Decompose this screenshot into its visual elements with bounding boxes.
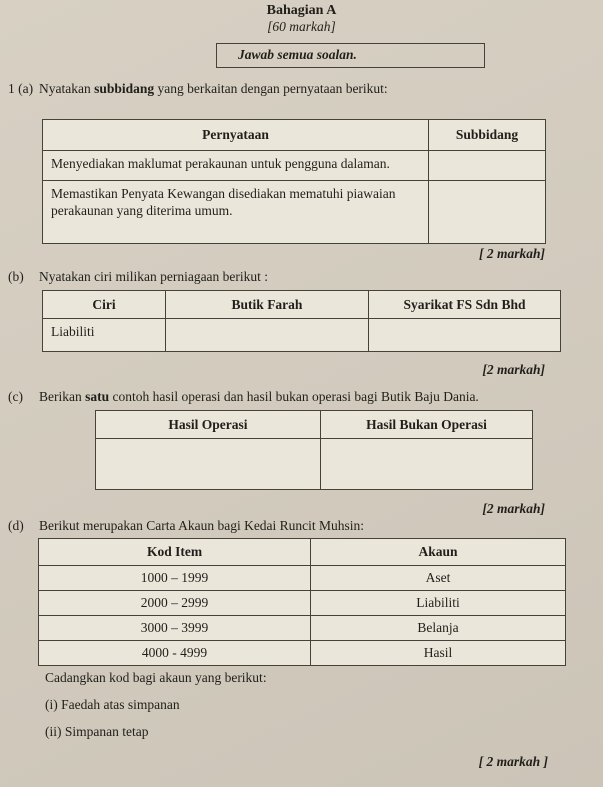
answer-cell (96, 439, 321, 490)
table-header-row (96, 411, 533, 439)
header-hasil-operasi: Hasil Operasi (96, 411, 321, 439)
question-1d-item-ii: (ii) Simpanan tetap (45, 724, 149, 739)
question-1d-text: Berikut merupakan Carta Akaun bagi Kedai Runcit Muhsin: (39, 518, 365, 533)
akaun-cell: Belanja (311, 616, 566, 641)
akaun-cell: Liabiliti (311, 591, 566, 616)
ciri-cell: Liabiliti (43, 319, 166, 352)
question-1a-text-post: yang berkaitan dengan pernyataan berikut: (154, 81, 388, 96)
marks-1b: [2 markah] (482, 362, 545, 377)
table-row (43, 151, 546, 181)
question-1c-text-pre: Berikan (39, 389, 86, 404)
akaun-cell: Aset (311, 566, 566, 591)
header-ciri: Ciri (43, 291, 166, 319)
ciri-milikan-table (42, 290, 561, 352)
marks-1c: [2 markah] (482, 501, 545, 516)
header-akaun: Akaun (311, 539, 566, 566)
question-1b-label: (b) (8, 269, 24, 284)
table-row (96, 439, 533, 490)
header-syarikat-fs: Syarikat FS Sdn Bhd (369, 291, 561, 319)
question-1a-text-pre: Nyatakan (39, 81, 95, 96)
subbidang-table (42, 119, 546, 244)
carta-akaun-table (38, 538, 566, 666)
table-row (39, 591, 566, 616)
answer-cell (166, 319, 369, 352)
table-row (43, 319, 561, 352)
header-pernyataan: Pernyataan (43, 120, 429, 151)
question-1a-label: 1 (a) (8, 81, 34, 96)
instruction-text: Jawab semua soalan. (238, 47, 357, 62)
question-1d-prompt (8, 517, 583, 535)
akaun-cell: Hasil (311, 641, 566, 666)
statement-cell: Menyediakan maklumat perakaunan untuk pengguna dalaman. (43, 151, 429, 181)
kod-cell: 2000 – 2999 (39, 591, 311, 616)
header-subbidang: Subbidang (429, 120, 546, 151)
kod-cell: 3000 – 3999 (39, 616, 311, 641)
question-1b-prompt (8, 268, 583, 286)
header-kod-item: Kod Item (39, 539, 311, 566)
instruction-box (216, 43, 485, 68)
question-1d-item-i: (i) Faedah atas simpanan (45, 697, 180, 712)
statement-cell: Memastikan Penyata Kewangan disediakan mematuhi piawaian perakaunan yang diterima umum. (43, 181, 429, 244)
answer-cell (429, 181, 546, 244)
question-1c-prompt (8, 388, 583, 406)
table-row (39, 566, 566, 591)
question-1c-label: (c) (8, 389, 23, 404)
marks-1a: [ 2 markah] (478, 246, 545, 261)
question-1d-followup: Cadangkan kod bagi akaun yang berikut: (45, 670, 267, 685)
table-row (39, 616, 566, 641)
header-hasil-bukan-operasi: Hasil Bukan Operasi (321, 411, 533, 439)
question-1a-text-bold: subbidang (94, 81, 155, 96)
answer-cell (369, 319, 561, 352)
marks-1d: [ 2 markah ] (478, 754, 548, 769)
section-marks: [60 markah] (267, 19, 336, 34)
table-row (39, 641, 566, 666)
kod-cell: 4000 - 4999 (39, 641, 311, 666)
kod-cell: 1000 – 1999 (39, 566, 311, 591)
question-1c-text-post: contoh hasil operasi dan hasil bukan operasi bagi Butik Baju Dania. (109, 389, 479, 404)
hasil-operasi-table (95, 410, 533, 490)
table-header-row (43, 291, 561, 319)
question-1d-label: (d) (8, 518, 24, 533)
table-header-row (43, 120, 546, 151)
header-butik-farah: Butik Farah (166, 291, 369, 319)
question-1a-prompt (8, 80, 583, 98)
answer-cell (321, 439, 533, 490)
table-header-row (39, 539, 566, 566)
answer-cell (429, 151, 546, 181)
question-1c-text-bold: satu (85, 389, 110, 404)
table-row (43, 181, 546, 244)
question-1b-text: Nyatakan ciri milikan perniagaan berikut : (39, 269, 269, 284)
section-title: Bahagian A (266, 3, 337, 18)
